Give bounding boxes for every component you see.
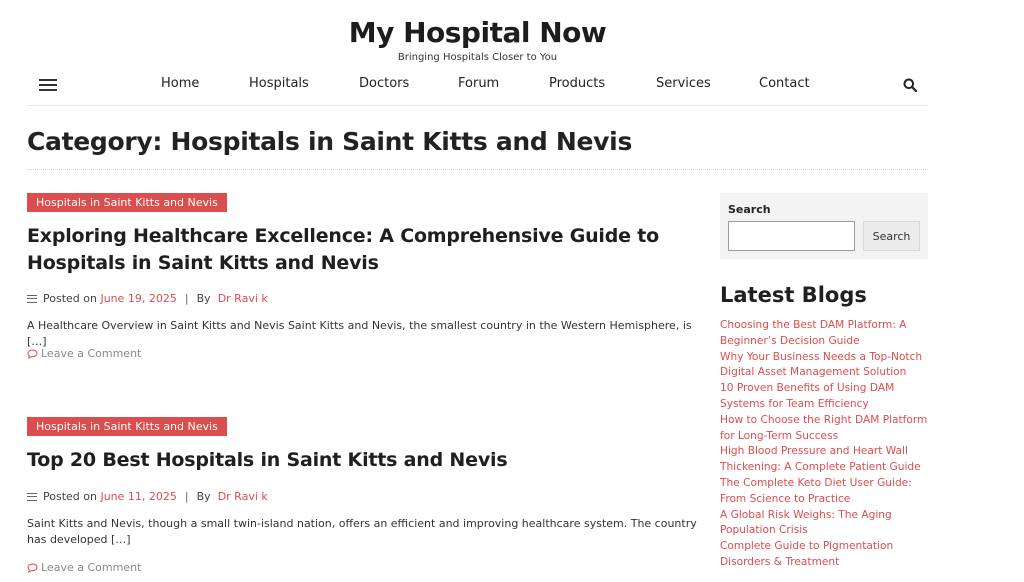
latest-blogs-heading: Latest Blogs [720,283,867,307]
post-date[interactable]: June 11, 2025 [100,490,177,503]
lines-icon [27,295,37,303]
nav-home[interactable]: Home [161,76,200,91]
main-nav [27,76,928,96]
site-header [27,0,928,106]
page-title: Category: Hospitals in Saint Kitts and Nevis [27,127,633,156]
comment-icon [27,349,38,359]
meta-separator: | [184,490,189,503]
site-tagline: Bringing Hospitals Closer to You [397,52,558,63]
post-excerpt: Saint Kitts and Nevis, though a small twin-island nation, offers an efficient and improving healthcare system. The country has developed […] [27,517,697,546]
nav-forum[interactable]: Forum [458,76,500,91]
latest-blog-item[interactable]: High Blood Pressure and Heart Wall Thickening: A Complete Patient Guide [720,445,921,474]
post-title[interactable]: Exploring Healthcare Excellence: A Comprehensive Guide to Hospitals in Saint Kitts and Nevis [27,225,659,274]
search-input[interactable] [728,221,855,251]
post-category-badge[interactable]: Hospitals in Saint Kitts and Nevis [27,193,227,212]
site-title[interactable]: My Hospital Now [348,16,607,49]
latest-blog-item[interactable]: Complete Guide to Pigmentation Disorders & Treatment [720,540,894,568]
posted-on-label: Posted on [43,292,97,305]
latest-blog-item[interactable]: Choosing the Best DAM Platform: A Beginner’s Decision Guide [720,319,907,347]
comment-label: Leave a Comment [41,347,142,360]
post-meta [27,292,268,305]
post-meta [27,490,268,503]
search-icon[interactable] [903,78,917,92]
leave-comment-link[interactable] [27,347,141,360]
latest-blog-item[interactable]: A Global Risk Weighs: The Aging Population Crisis [720,508,892,537]
by-label: By [196,292,211,305]
by-label: By [196,490,211,503]
meta-separator: | [184,292,189,305]
comment-icon [27,563,38,573]
comment-label: Leave a Comment [41,561,142,574]
posted-on-label: Posted on [43,490,97,503]
nav-services[interactable]: Services [656,76,711,91]
latest-blog-item[interactable]: 10 Proven Benefits of Using DAM Systems for Team Efficiency [720,382,895,410]
nav-hospitals[interactable]: Hospitals [249,76,309,91]
post-author[interactable]: Dr Ravi k [217,292,268,305]
title-divider [27,169,928,170]
latest-blog-item[interactable]: The Complete Keto Diet User Guide: From Science to Practice [720,476,912,505]
latest-blog-item[interactable]: Why Your Business Needs a Top-Notch Digital Asset Management Solution [720,350,923,379]
search-widget [720,193,928,259]
lines-icon [27,493,37,501]
leave-comment-link[interactable] [27,561,141,574]
nav-doctors[interactable]: Doctors [359,76,410,91]
post-date[interactable]: June 19, 2025 [100,292,177,305]
latest-blog-item[interactable]: How to Choose the Right DAM Platform for Long-Term Success [720,413,928,442]
nav-products[interactable]: Products [549,76,606,91]
latest-blogs-list [720,318,928,571]
post-author[interactable]: Dr Ravi k [217,490,268,503]
search-button[interactable]: Search [863,221,920,251]
post-title[interactable]: Top 20 Best Hospitals in Saint Kitts and Nevis [27,449,508,471]
search-label: Search [728,203,771,216]
post-category-badge[interactable]: Hospitals in Saint Kitts and Nevis [27,417,227,436]
nav-contact[interactable]: Contact [759,76,810,91]
post-excerpt: A Healthcare Overview in Saint Kitts and Nevis Saint Kitts and Nevis, the smallest country in the Western Hemisphere, is […] [27,319,692,348]
